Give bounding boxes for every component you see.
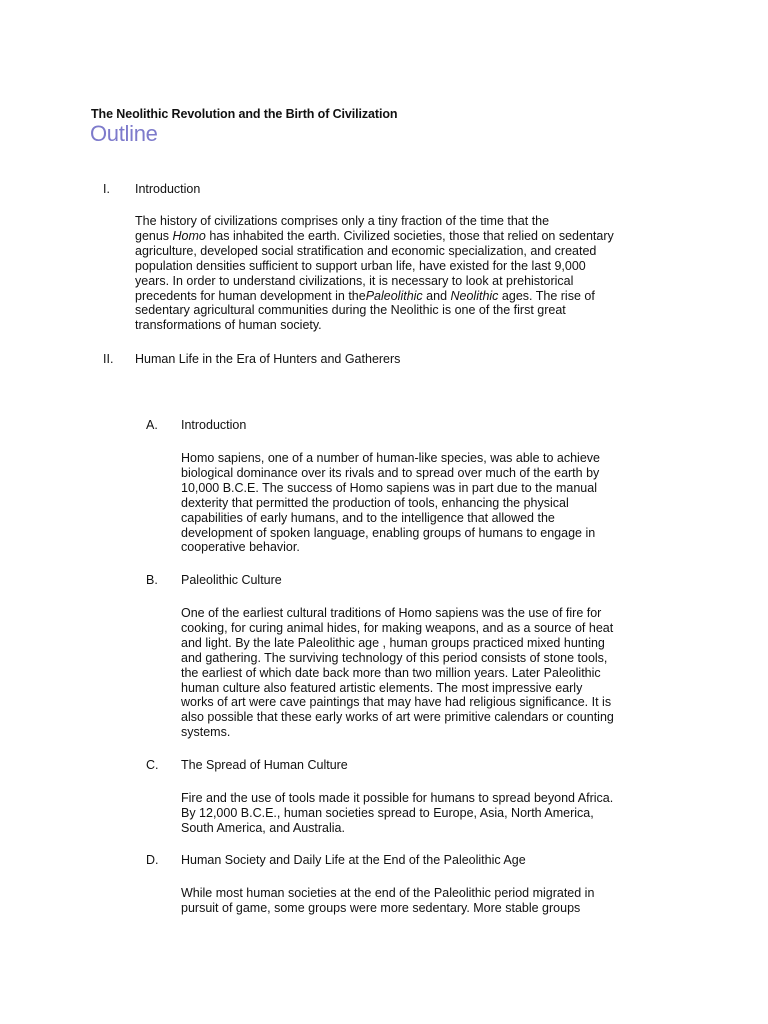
text-line: By 12,000 B.C.E., human societies spread to Europe, Asia, North America, xyxy=(181,805,594,820)
text-line: also possible that these early works of art were primitive calendars or counting xyxy=(181,710,614,725)
text-line: and gathering. The surviving technology of this period consists of stone tools, xyxy=(181,650,608,665)
section-heading: Human Life in the Era of Hunters and Gatherers xyxy=(135,352,401,366)
section-paragraph xyxy=(135,214,614,333)
section-numeral: I. xyxy=(103,182,110,196)
subsection-letter: A. xyxy=(146,418,158,432)
text-line: While most human societies at the end of the Paleolithic period migrated in xyxy=(181,886,595,900)
text-line: pursuit of game, some groups were more sedentary. More stable groups xyxy=(181,900,581,915)
section-heading: Introduction xyxy=(135,182,201,196)
subsection-letter: C. xyxy=(146,758,159,772)
text-line: Fire and the use of tools made it possible for humans to spread beyond Africa. xyxy=(181,791,614,805)
text-line: capabilities of early humans, and to the intelligence that allowed the xyxy=(181,510,555,525)
subsection-paragraph xyxy=(181,886,594,916)
document-subtitle: Outline xyxy=(90,121,158,146)
text-line: works of art were cave paintings that may have had religious significance. It is xyxy=(181,695,612,710)
text-line: sedentary agricultural communities during the Neolithic is one of the first great xyxy=(135,303,566,318)
text-line: South America, and Australia. xyxy=(181,820,345,835)
subsection-heading: Introduction xyxy=(181,418,247,432)
text-line: dexterity that permitted the production of tools, enhancing the physical xyxy=(181,495,569,510)
subsection-heading: Paleolithic Culture xyxy=(181,573,282,587)
text-line: human culture also featured artistic elements. The most impressive early xyxy=(181,680,583,695)
text-line: the earliest of which date back more than two million years. Later Paleolithic xyxy=(181,665,601,680)
text-line: cooperative behavior. xyxy=(181,540,300,555)
text-line: agriculture, developed social stratification and economic specialization, and created xyxy=(135,243,597,258)
text-line: Homo sapiens, one of a number of human-like species, was able to achieve xyxy=(181,451,600,465)
subsection-paragraph xyxy=(181,451,600,555)
italic-term: Homo xyxy=(172,228,206,243)
text-line: systems. xyxy=(181,725,231,740)
text-line: development of spoken language, enabling groups of humans to engage in xyxy=(181,525,596,540)
text-line: biological dominance over its rivals and to spread over much of the earth by xyxy=(181,465,600,480)
text-line: population densities sufficient to support urban life, have existed for the last 9,000 xyxy=(135,258,586,273)
subsection-paragraph xyxy=(181,791,613,836)
text-line: transformations of human society. xyxy=(135,318,322,333)
italic-term: Neolithic xyxy=(450,288,499,303)
text-line: cooking, for curing animal hides, for making weapons, and as a source of heat xyxy=(181,620,614,635)
subsection-letter: B. xyxy=(146,573,158,587)
text-line: and light. By the late Paleolithic age , human groups practiced mixed hunting xyxy=(181,635,605,650)
italic-term: Paleolithic xyxy=(365,288,423,303)
text-line: genus Homo has inhabited the earth. Civilized societies, those that relied on sedentary xyxy=(135,228,614,243)
text-line: One of the earliest cultural traditions of Homo sapiens was the use of fire for xyxy=(181,606,602,620)
text-line: years. In order to understand civilizations, it is necessary to look at prehistorical xyxy=(135,273,574,288)
document-title: The Neolithic Revolution and the Birth of Civilization xyxy=(91,107,398,121)
subsection-letter: D. xyxy=(146,853,159,867)
subsection-heading: The Spread of Human Culture xyxy=(181,758,348,772)
text-line: precedents for human development in thePaleolithic and Neolithic ages. The rise of xyxy=(135,288,595,303)
subsection-heading: Human Society and Daily Life at the End of the Paleolithic Age xyxy=(181,853,526,867)
text-line: The history of civilizations comprises only a tiny fraction of the time that the xyxy=(135,214,550,228)
text-line: 10,000 B.C.E. The success of Homo sapiens was in part due to the manual xyxy=(181,480,597,495)
section-numeral: II. xyxy=(103,352,114,366)
subsection-paragraph xyxy=(181,606,614,740)
